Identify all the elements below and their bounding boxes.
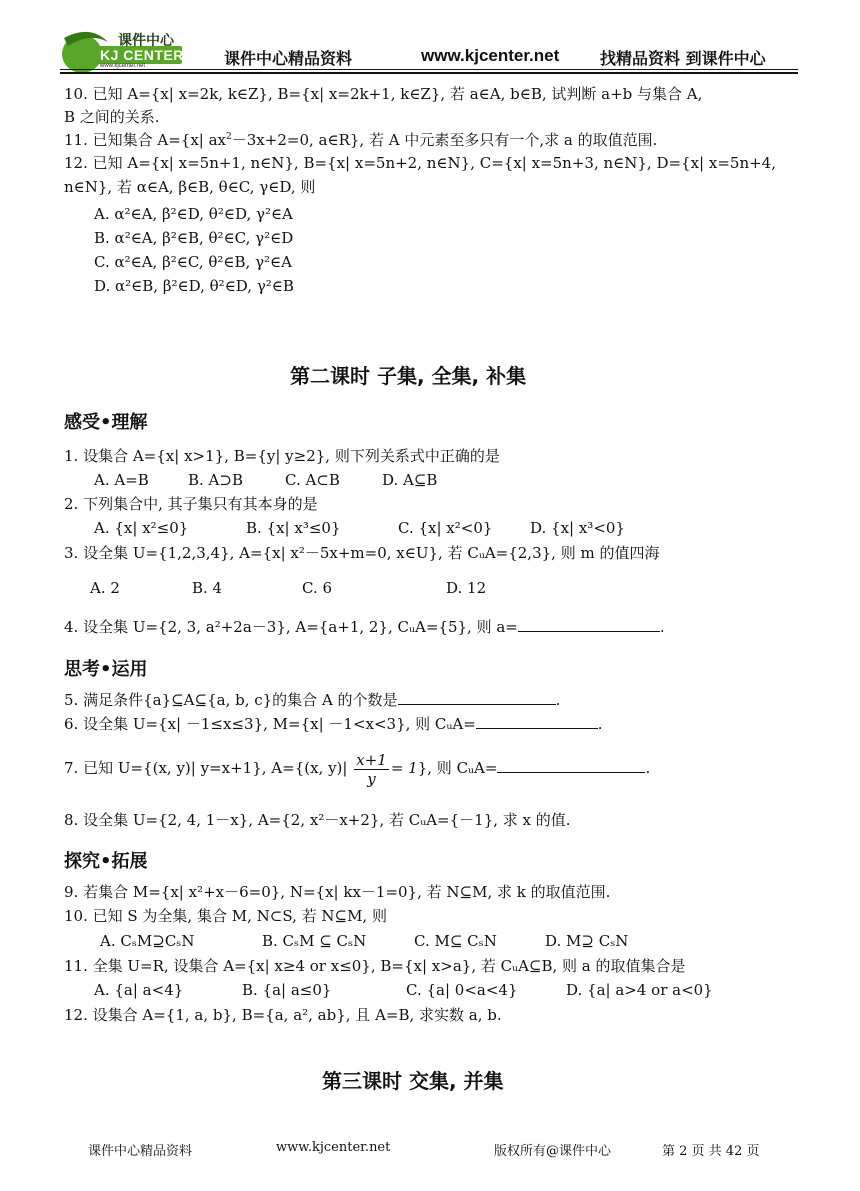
subheading-explore-extend: 探究•拓展: [64, 851, 148, 872]
question-2: 2. 下列集合中, 其子集只有其本身的是: [64, 495, 318, 513]
question-2-option-b: B. {x| x³≤0}: [246, 519, 341, 537]
footer-copyright: 版权所有@课件中心: [494, 1144, 612, 1159]
question-11-option-c: C. {a| 0<a<4}: [406, 981, 518, 999]
question-10-option-d: D. M⊇ CₛN: [545, 932, 629, 950]
question-1-option-d: D. A⊆B: [382, 471, 438, 489]
logo-cn-text: 课件中心: [118, 33, 174, 49]
header-rule: [60, 69, 798, 70]
question-3-option-b: B. 4: [192, 579, 223, 597]
fraction-numerator: x+1: [356, 750, 387, 769]
question-1-option-b: B. A⊃B: [188, 471, 243, 489]
question-1-option-a: A. A=B: [94, 471, 149, 489]
question-11-option-d: D. {a| a>4 or a<0}: [566, 981, 713, 999]
problem-10-line1: 10. 已知 A={x| x=2k, k∈Z}, B={x| x=2k+1, k∈Z}, 若 a∈A, b∈B, 试判断 a+b 与集合 A,: [64, 85, 703, 103]
question-3: 3. 设全集 U={1,2,3,4}, A={x| x²－5x+m=0, x∈U}, 若 CᵤA={2,3}, 则 m 的值四海: [64, 544, 660, 562]
header-left-text: 课件中心精品资料: [224, 49, 353, 68]
logo-en-text: KJ CENTER: [100, 47, 184, 63]
question-1: 1. 设集合 A={x| x>1}, B={y| y≥2}, 则下列关系式中正确的是: [64, 447, 500, 465]
question-9: 9. 若集合 M={x| x²+x－6=0}, N={x| kx－1=0}, 若 N⊆M, 求 k 的取值范围.: [64, 883, 611, 901]
footer-url-link[interactable]: www.kjcenter.net: [276, 1140, 391, 1155]
question-10-option-b: B. CₛM ⊆ CₛN: [262, 932, 367, 950]
fraction-denominator: y: [367, 769, 376, 788]
problem-12-option-d: D. α²∈B, β²∈D, θ²∈D, γ²∈B: [94, 277, 294, 295]
lesson-2-title: 第二课时 子集, 全集, 补集: [290, 364, 527, 388]
question-2-option-c: C. {x| x²<0}: [398, 519, 493, 537]
question-10-option-a: A. CₛM⊇CₛN: [100, 932, 195, 950]
kjcenter-logo: [60, 28, 200, 74]
problem-12-option-b: B. α²∈A, β²∈B, θ²∈C, γ²∈D: [94, 229, 294, 247]
question-1-option-c: C. A⊂B: [285, 471, 340, 489]
header-url-link[interactable]: www.kjcenter.net: [421, 46, 560, 65]
lesson-3-title: 第三课时 交集, 并集: [322, 1069, 504, 1093]
question-10-option-c: C. M⊆ CₛN: [414, 932, 497, 950]
problem-12-option-c: C. α²∈A, β²∈C, θ²∈B, γ²∈A: [94, 253, 292, 271]
answer-blank[interactable]: [518, 617, 660, 632]
logo-url-text: www.kjcenter.net: [100, 63, 146, 69]
question-5: 5. 满足条件{a}⊆A⊆{a, b, c}的集合 A 的个数是 .: [64, 691, 561, 709]
problem-12-line2: n∈N}, 若 α∈A, β∈B, θ∈C, γ∈D, 则: [64, 178, 316, 196]
answer-blank[interactable]: [476, 714, 598, 729]
answer-blank[interactable]: [398, 690, 556, 705]
subheading-feel-understand: 感受•理解: [64, 412, 148, 433]
problem-10-line2: B 之间的关系.: [64, 108, 160, 126]
question-12: 12. 设集合 A={1, a, b}, B={a, a², ab}, 且 A=B, 求实数 a, b.: [64, 1006, 502, 1024]
question-11-option-b: B. {a| a≤0}: [242, 981, 332, 999]
question-8: 8. 设全集 U={2, 4, 1－x}, A={2, x²－x+2}, 若 CᵤA={－1}, 求 x 的值.: [64, 811, 571, 829]
problem-12-line1: 12. 已知 A={x| x=5n+1, n∈N}, B={x| x=5n+2, n∈N}, C={x| x=5n+3, n∈N}, D={x| x=5n+4,: [64, 154, 776, 172]
page-header: [60, 22, 800, 76]
question-10: 10. 已知 S 为全集, 集合 M, N⊂S, 若 N⊆M, 则: [64, 907, 387, 925]
question-2-option-a: A. {x| x²≤0}: [94, 519, 189, 537]
header-right-text: 找精品资料 到课件中心: [600, 49, 766, 68]
question-11: 11. 全集 U=R, 设集合 A={x| x≥4 or x≤0}, B={x| x>a}, 若 CᵤA⊆B, 则 a 的取值集合是: [64, 957, 686, 975]
question-3-option-d: D. 12: [446, 579, 487, 597]
footer-left-text: 课件中心精品资料: [88, 1144, 193, 1159]
question-2-option-d: D. {x| x³<0}: [530, 519, 625, 537]
question-4: 4. 设全集 U={2, 3, a²+2a－3}, A={a+1, 2}, CᵤA={5}, 则 a= .: [64, 618, 665, 636]
question-7: 7. 已知 U={(x, y)| y=x+1}, A={(x, y)| $\frac{x+1}{y}$ = 1}, 则 CᵤA= .: [64, 750, 651, 788]
question-11-option-a: A. {a| a<4}: [94, 981, 184, 999]
footer-page-number: 第 2 页 共 42 页: [662, 1144, 760, 1159]
header-rule-thick: [60, 72, 798, 74]
answer-blank[interactable]: [497, 758, 645, 773]
question-3-option-c: C. 6: [302, 579, 333, 597]
problem-12-option-a: A. α²∈A, β²∈D, θ²∈D, γ²∈A: [94, 205, 293, 223]
question-3-option-a: A. 2: [90, 579, 120, 597]
fraction: [354, 751, 389, 788]
subheading-think-apply: 思考•运用: [64, 659, 148, 680]
problem-11: 11. 已知集合 A={x| $ax^2-3x+2=0$, a∈R}, 若 A 中元素至多只有一个,求 a 的取值范围.: [64, 131, 658, 149]
question-6: 6. 设全集 U={x| －1≤x≤3}, M={x| －1<x<3}, 则 CᵤA= .: [64, 715, 603, 733]
